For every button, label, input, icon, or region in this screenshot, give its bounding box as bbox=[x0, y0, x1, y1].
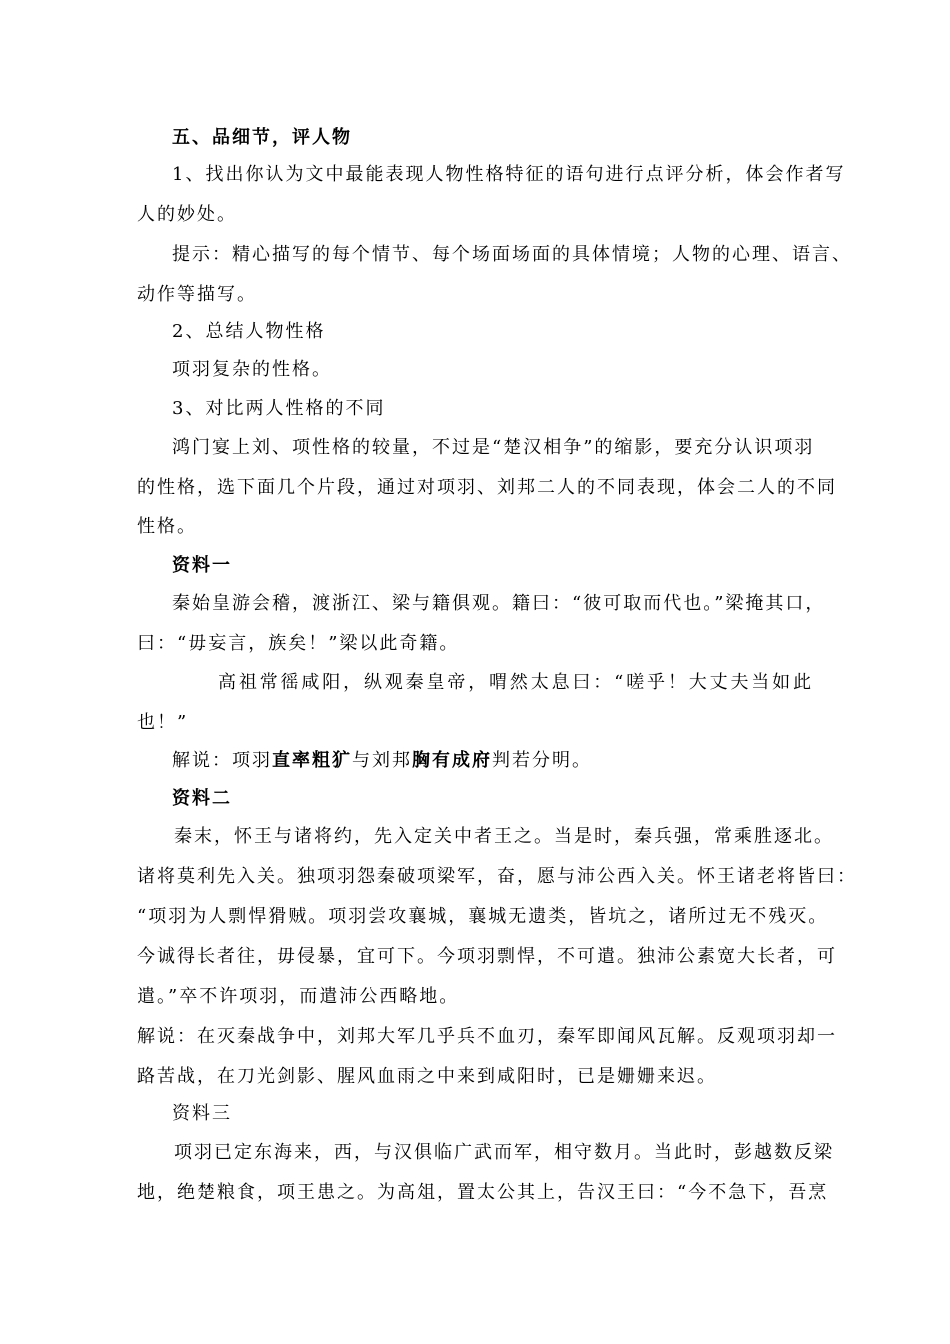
section-title: 五、品细节，评人物 bbox=[172, 127, 352, 148]
material3-line1: 项羽已定东海来，西，与汉俱临广武而军，相守数月。当此时，彭越数反梁 bbox=[174, 1142, 834, 1163]
material2-line2: 诸将莫利先入关。独项羽怨秦破项梁军，奋，愿与沛公西入关。怀王诸老将皆曰： bbox=[137, 866, 857, 887]
item3-title: 3、对比两人性格的不同 bbox=[172, 398, 386, 419]
explain-suffix: 判若分明。 bbox=[492, 750, 592, 771]
material2-explain2: 路苦战，在刀光剑影、腥风血雨之中来到咸阳时，已是姗姗来迟。 bbox=[137, 1066, 717, 1087]
material3-title: 资料三 bbox=[172, 1103, 232, 1124]
material1-explain bbox=[172, 749, 592, 773]
explain-mid: 与刘邦 bbox=[352, 750, 412, 771]
item3-line3: 性格。 bbox=[137, 516, 197, 537]
material1-line4: 也！” bbox=[137, 712, 189, 733]
item1-line2: 人的妙处。 bbox=[137, 204, 237, 225]
explain-prefix: 解说：项羽 bbox=[172, 750, 272, 771]
material2-line1: 秦末，怀王与诸将约，先入定关中者王之。当是时，秦兵强，常乘胜逐北。 bbox=[174, 826, 834, 847]
material1-title: 资料一 bbox=[172, 555, 232, 576]
item1-line1: 1、找出你认为文中最能表现人物性格特征的语句进行点评分析，体会作者写 bbox=[172, 164, 846, 185]
hint-line1: 提示：精心描写的每个情节、每个场面场面的具体情境；人物的心理、语言、 bbox=[172, 244, 852, 265]
item2-text: 项羽复杂的性格。 bbox=[172, 359, 332, 380]
material2-line5: 遣。”卒不许项羽，而遣沛公西略地。 bbox=[137, 986, 460, 1007]
item3-line2: 的性格，选下面几个片段，通过对项羽、刘邦二人的不同表现，体会二人的不同 bbox=[137, 477, 837, 498]
item2-title: 2、总结人物性格 bbox=[172, 321, 326, 342]
explain-highlight-xiangyu: 直率粗犷 bbox=[272, 750, 352, 771]
material1-line1: 秦始皇游会稽，渡浙江、梁与籍俱观。籍曰：“彼可取而代也。”梁掩其口， bbox=[172, 593, 826, 614]
hint-line2: 动作等描写。 bbox=[137, 284, 257, 305]
material1-line2: 曰：“毋妄言，族矣！”梁以此奇籍。 bbox=[137, 633, 460, 654]
material2-line3: “项羽为人剽悍猾贼。项羽尝攻襄城，襄城无遗类，皆坑之，诸所过无不残灭。 bbox=[137, 906, 829, 927]
material2-line4: 今诚得长者往，毋侵暴，宜可下。今项羽剽悍，不可遣。独沛公素宽大长者，可 bbox=[137, 946, 837, 967]
material1-line3: 高祖常徭咸阳，纵观秦皇帝，喟然太息曰：“嗟乎！大丈夫当如此 bbox=[218, 672, 813, 693]
explain-highlight-liubang: 胸有成府 bbox=[412, 750, 492, 771]
material2-title: 资料二 bbox=[172, 788, 232, 809]
material3-line2: 地，绝楚粮食，项王患之。为高俎，置太公其上，告汉王曰：“今不急下，吾烹 bbox=[137, 1182, 829, 1203]
material2-explain1: 解说：在灭秦战争中，刘邦大军几乎兵不血刃，秦军即闻风瓦解。反观项羽却一 bbox=[137, 1026, 837, 1047]
item3-line1: 鸿门宴上刘、项性格的较量，不过是“楚汉相争”的缩影，要充分认识项羽 bbox=[172, 437, 815, 458]
